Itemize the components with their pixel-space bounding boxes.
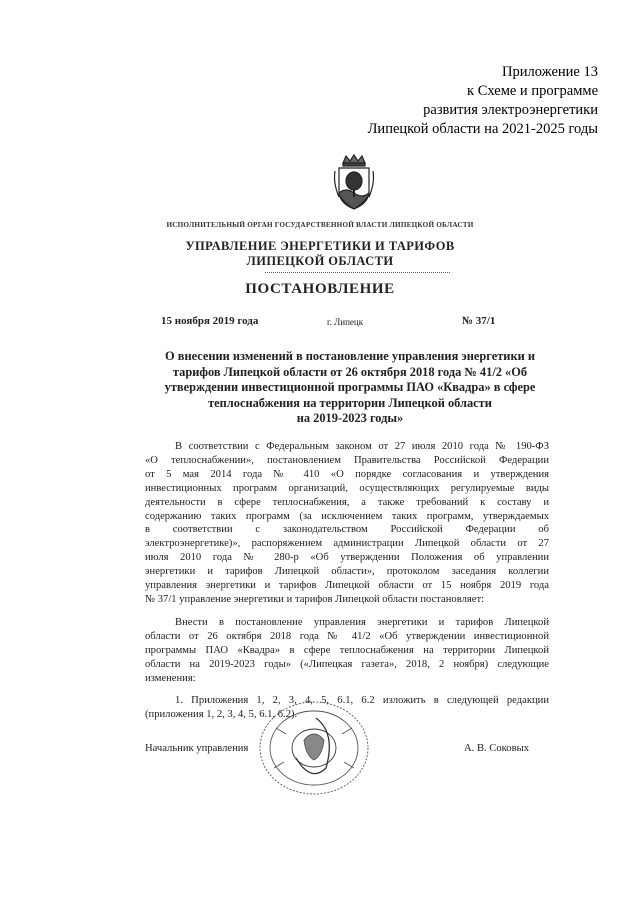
paragraph-line: деятельности в сфере теплоснабжения, а также требований к составу и xyxy=(145,496,549,508)
title-line: утверждении инвестиционной программы ПАО «Квадра» в сфере xyxy=(164,380,536,394)
document-type: ПОСТАНОВЛЕНИЕ xyxy=(245,281,395,297)
appendix-note xyxy=(298,63,598,139)
official-seal-icon xyxy=(256,698,372,798)
paragraph-line: инвестиционных программ организаций, осуществляющих регулируемые виды xyxy=(145,482,549,494)
coat-of-arms-icon xyxy=(331,153,377,211)
document-title xyxy=(140,349,560,427)
paragraph-line: Внести в постановление управления энергетики и тарифов Липецкой xyxy=(175,617,549,628)
paragraph-line: № 37/1 управление энергетики и тарифов Липецкой области постановляет: xyxy=(145,593,485,605)
paragraph-line: июля 2010 года № 280-р «Об утверждении Положения об управлении xyxy=(145,552,549,564)
paragraph-line: области от 26 октября 2018 года № 41/2 «Об утверждении инвестиционной xyxy=(145,630,549,642)
paragraph-line: электроэнергетике)», распоряжением администрации Липецкой области от 27 xyxy=(145,538,549,550)
paragraph-line: программы ПАО «Квадра» в сфере теплоснабжения на территории Липецкой xyxy=(145,644,549,656)
issuer-heading: ИСПОЛНИТЕЛЬНЫЙ ОРГАН ГОСУДАРСТВЕННОЙ ВЛАСТИ ЛИПЕЦКОЙ ОБЛАСТИ xyxy=(166,221,474,229)
appendix-line: Приложение 13 xyxy=(502,64,598,80)
paragraph-line: в соответствии с законодательством Российской Федерации об xyxy=(145,524,549,536)
signatory-position: Начальник управления xyxy=(145,743,249,754)
organization-name: УПРАВЛЕНИЕ ЭНЕРГЕТИКИ И ТАРИФОВ xyxy=(185,239,455,253)
paragraph-line: от 5 мая 2014 года № 410 «О порядке согласования и утверждения xyxy=(145,468,549,480)
paragraph-line: В соответствии с Федеральным законом от 27 июля 2010 года № 190-ФЗ xyxy=(175,441,549,452)
document-date: 15 ноября 2019 года xyxy=(161,315,259,327)
header-divider xyxy=(265,272,450,273)
resolution-paragraph xyxy=(145,616,549,686)
appendix-line: Липецкой области на 2021-2025 годы xyxy=(367,121,598,137)
preamble-paragraph xyxy=(145,440,549,607)
organization-region: ЛИПЕЦКОЙ ОБЛАСТИ xyxy=(246,254,394,268)
paragraph-line: управления энергетики и тарифов Липецкой области от 15 ноября 2019 года xyxy=(145,580,549,592)
paragraph-line: «О теплоснабжении», постановлением Правительства Российской Федерации xyxy=(145,454,549,466)
signatory-name: А. В. Соковых xyxy=(464,743,529,754)
title-line: теплоснабжения на территории Липецкой области xyxy=(208,395,492,410)
appendix-line: к Схеме и программе xyxy=(467,83,598,99)
paragraph-line: энергетики и тарифов Липецкой области», протоколом заседания коллегии xyxy=(145,566,549,578)
paragraph-line: (приложения 1, 2, 3, 4, 5, 6.1, 6.2). xyxy=(145,708,298,720)
paragraph-line: 1. Приложения 1, 2, 3, 4, 5, 6.1, 6.2 изложить в следующей редакции xyxy=(175,695,549,706)
title-line: О внесении изменений в постановление управления энергетики и xyxy=(165,349,535,363)
paragraph-line: изменения: xyxy=(145,672,196,684)
paragraph-line: области на 2019-2023 годы» («Липецкая газета», 2018, 2 ноября) следующие xyxy=(145,658,549,670)
paragraph-line: содержанию таких программ (за исключением таких программ, утверждаемых xyxy=(145,510,549,522)
title-line: на 2019-2023 годы» xyxy=(296,411,404,425)
title-line: тарифов Липецкой области от 26 октября 2018 года № 41/2 «Об xyxy=(172,364,528,379)
document-number: № 37/1 xyxy=(462,315,496,327)
appendix-line: развития электроэнергетики xyxy=(423,102,598,118)
document-place: г. Липецк xyxy=(327,317,364,327)
